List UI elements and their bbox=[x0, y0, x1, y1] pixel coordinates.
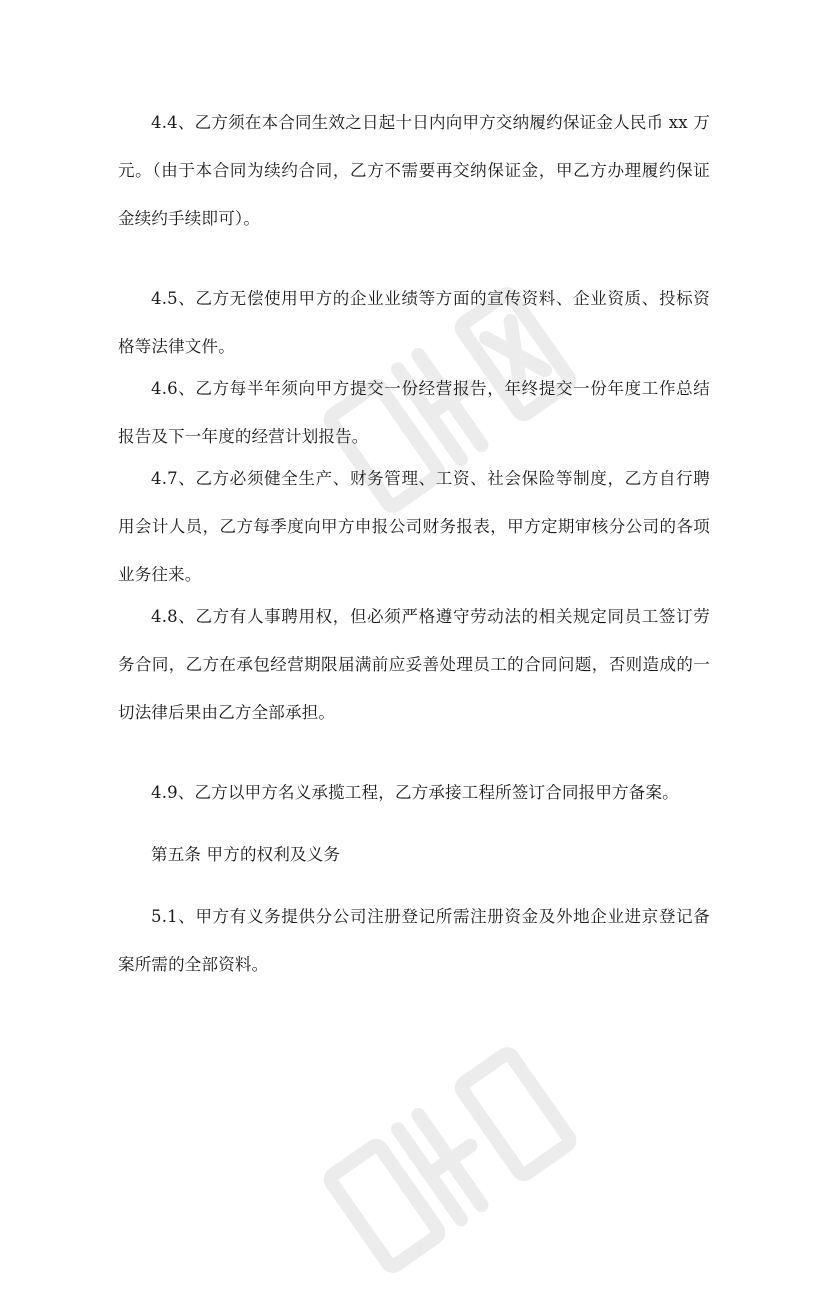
clause-4-4: 4.4、乙方须在本合同生效之日起十日内向甲方交纳履约保证金人民币 xx 万元。（由于本合同为续约合同，乙方不需要再交纳保证金，甲乙方办理履约保证金续约手续即可）。 bbox=[118, 113, 710, 228]
clause-4-7: 4.7、乙方必须健全生产、财务管理、工资、社会保险等制度，乙方自行聘用会计人员，乙方每季度向甲方申报公司财务报表，甲方定期审核分公司的各项业务往来。 bbox=[118, 469, 710, 584]
clause-4-9: 4.9、乙方以甲方名义承揽工程，乙方承接工程所签订合同报甲方备案。 bbox=[151, 783, 679, 802]
section-heading-article-5: 第五条 甲方的权利及义务 bbox=[151, 845, 341, 864]
clause-4-5: 4.5、乙方无偿使用甲方的企业业绩等方面的宣传资料、企业资质、投标资格等法律文件。 bbox=[118, 289, 710, 356]
watermark-logo-bottom bbox=[300, 1010, 600, 1310]
clause-4-8: 4.8、乙方有人事聘用权，但必须严格遵守劳动法的相关规定同员工签订劳务合同，乙方在承包经营期限届满前应妥善处理员工的合同问题，否则造成的一切法律后果由乙方全部承担。 bbox=[118, 607, 710, 722]
clause-5-1: 5.1、甲方有义务提供分公司注册登记所需注册资金及外地企业进京登记备案所需的全部资料。 bbox=[118, 907, 710, 974]
clause-4-6: 4.6、乙方每半年须向甲方提交一份经营报告，年终提交一份年度工作总结报告及下一年度的经营计划报告。 bbox=[118, 379, 710, 446]
